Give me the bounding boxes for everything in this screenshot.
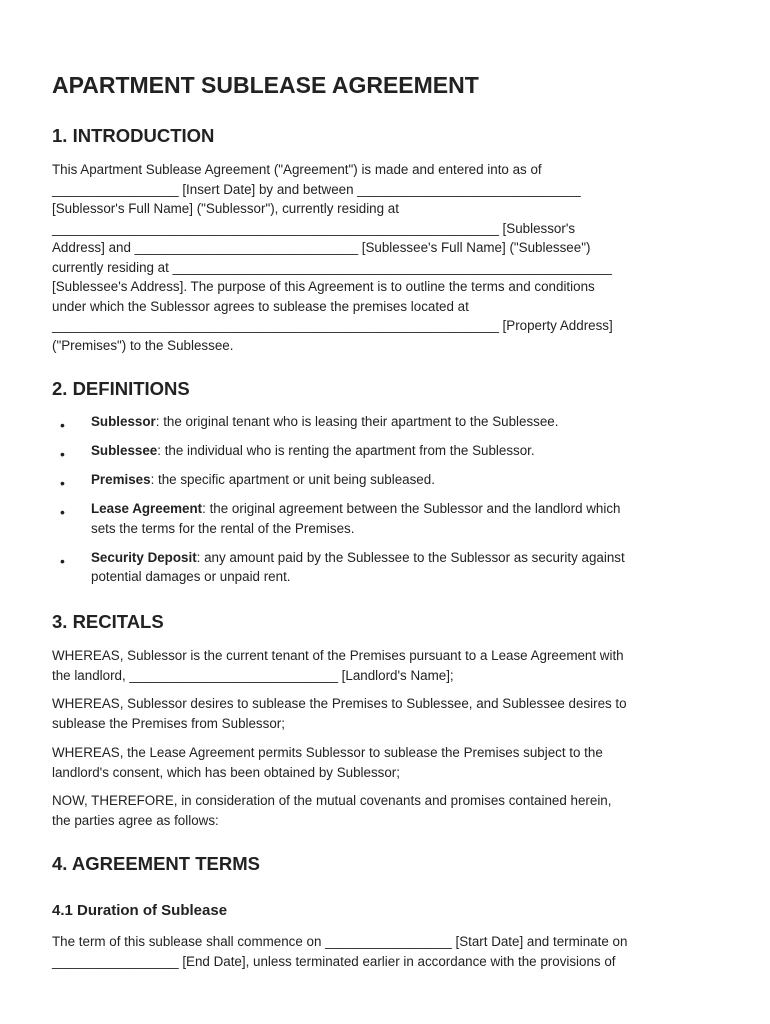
paragraph-line: This Apartment Sublease Agreement ("Agreement") is made and entered into as of xyxy=(52,162,542,177)
paragraph-line: NOW, THEREFORE, in consideration of the mutual covenants and promises contained herein, xyxy=(52,793,612,808)
section-heading-agreement-terms: 4. AGREEMENT TERMS xyxy=(52,853,260,874)
duration-paragraph xyxy=(52,932,722,971)
paragraph-line: The term of this sublease shall commence on _________________ [Start Date] and terminate on xyxy=(52,934,628,949)
definitions-list xyxy=(52,412,722,596)
paragraph-line: sublease the Premises from Sublessor; xyxy=(52,715,285,731)
definition-term: Security Deposit xyxy=(91,549,197,565)
definition-term: Lease Agreement xyxy=(91,501,203,516)
list-item xyxy=(52,412,722,432)
list-item xyxy=(52,470,722,490)
introduction-paragraph xyxy=(52,160,722,355)
section-heading-introduction: 1. INTRODUCTION xyxy=(52,125,215,146)
definition-term: Sublessor xyxy=(91,414,156,429)
paragraph-line: [Sublessor's Full Name] ("Sublessor"), currently residing at xyxy=(52,201,399,216)
section-heading-recitals: 3. RECITALS xyxy=(52,611,164,632)
list-item xyxy=(52,548,722,587)
definition-text: : the original tenant who is leasing their apartment to the Sublessee. xyxy=(155,414,559,429)
paragraph-line: currently residing at ___________________________________________________________ xyxy=(52,259,612,275)
paragraph-line: ("Premises") to the Sublessee. xyxy=(52,337,234,353)
paragraph-line: _________________ [End Date], unless terminated earlier in accordance with the provisions of xyxy=(52,953,616,969)
paragraph-line: [Sublessee's Address]. The purpose of this Agreement is to outline the terms and conditions xyxy=(52,279,595,294)
definition-text: : any amount paid by the Sublessee to the Sublessor as security against xyxy=(196,549,625,565)
paragraph-line: landlord's consent, which has been obtained by Sublessor; xyxy=(52,764,400,780)
paragraph-line: the landlord, ____________________________ [Landlord's Name]; xyxy=(52,667,454,683)
paragraph-line: under which the Sublessor agrees to sublease the premises located at xyxy=(52,298,469,314)
paragraph-line: WHEREAS, the Lease Agreement permits Sublessor to sublease the Premises subject to the xyxy=(52,745,603,760)
definition-text: : the specific apartment or unit being subleased. xyxy=(150,472,435,487)
section-heading-definitions: 2. DEFINITIONS xyxy=(52,378,190,399)
definition-term: Premises xyxy=(91,472,151,487)
definition-text: : the original agreement between the Sublessor and the landlord which xyxy=(202,501,621,516)
bullet-icon: • xyxy=(60,417,65,433)
paragraph-line: WHEREAS, Sublessor is the current tenant of the Premises pursuant to a Lease Agreement with xyxy=(52,648,624,663)
paragraph-line: _________________ [Insert Date] by and between ______________________________ xyxy=(52,181,581,197)
recital-paragraph xyxy=(52,646,722,685)
definition-term: Sublessee xyxy=(91,443,158,458)
paragraph-line: Address] and ______________________________ [Sublessee's Full Name] ("Sublessee") xyxy=(52,240,591,255)
recital-paragraph xyxy=(52,694,722,733)
definition-text: potential damages or unpaid rent. xyxy=(91,569,291,584)
list-item xyxy=(52,441,722,461)
list-item xyxy=(52,499,722,538)
bullet-icon: • xyxy=(60,504,65,520)
subsection-heading-duration: 4.1 Duration of Sublease xyxy=(52,902,228,919)
bullet-icon: • xyxy=(60,552,65,569)
paragraph-line: WHEREAS, Sublessor desires to sublease the Premises to Sublessee, and Sublessee desires to xyxy=(52,696,627,711)
document-title: APARTMENT SUBLEASE AGREEMENT xyxy=(52,72,479,98)
recital-paragraph xyxy=(52,791,722,830)
paragraph-line: ____________________________________________________________ [Sublessor's xyxy=(52,220,576,236)
paragraph-line: ____________________________________________________________ [Property Address] xyxy=(52,318,613,333)
definition-text: : the individual who is renting the apartment from the Sublessor. xyxy=(157,443,535,458)
definition-text: sets the terms for the rental of the Premises. xyxy=(91,520,355,536)
recital-paragraph xyxy=(52,743,722,782)
paragraph-line: the parties agree as follows: xyxy=(52,812,219,828)
bullet-icon: • xyxy=(60,475,65,491)
bullet-icon: • xyxy=(60,446,65,462)
